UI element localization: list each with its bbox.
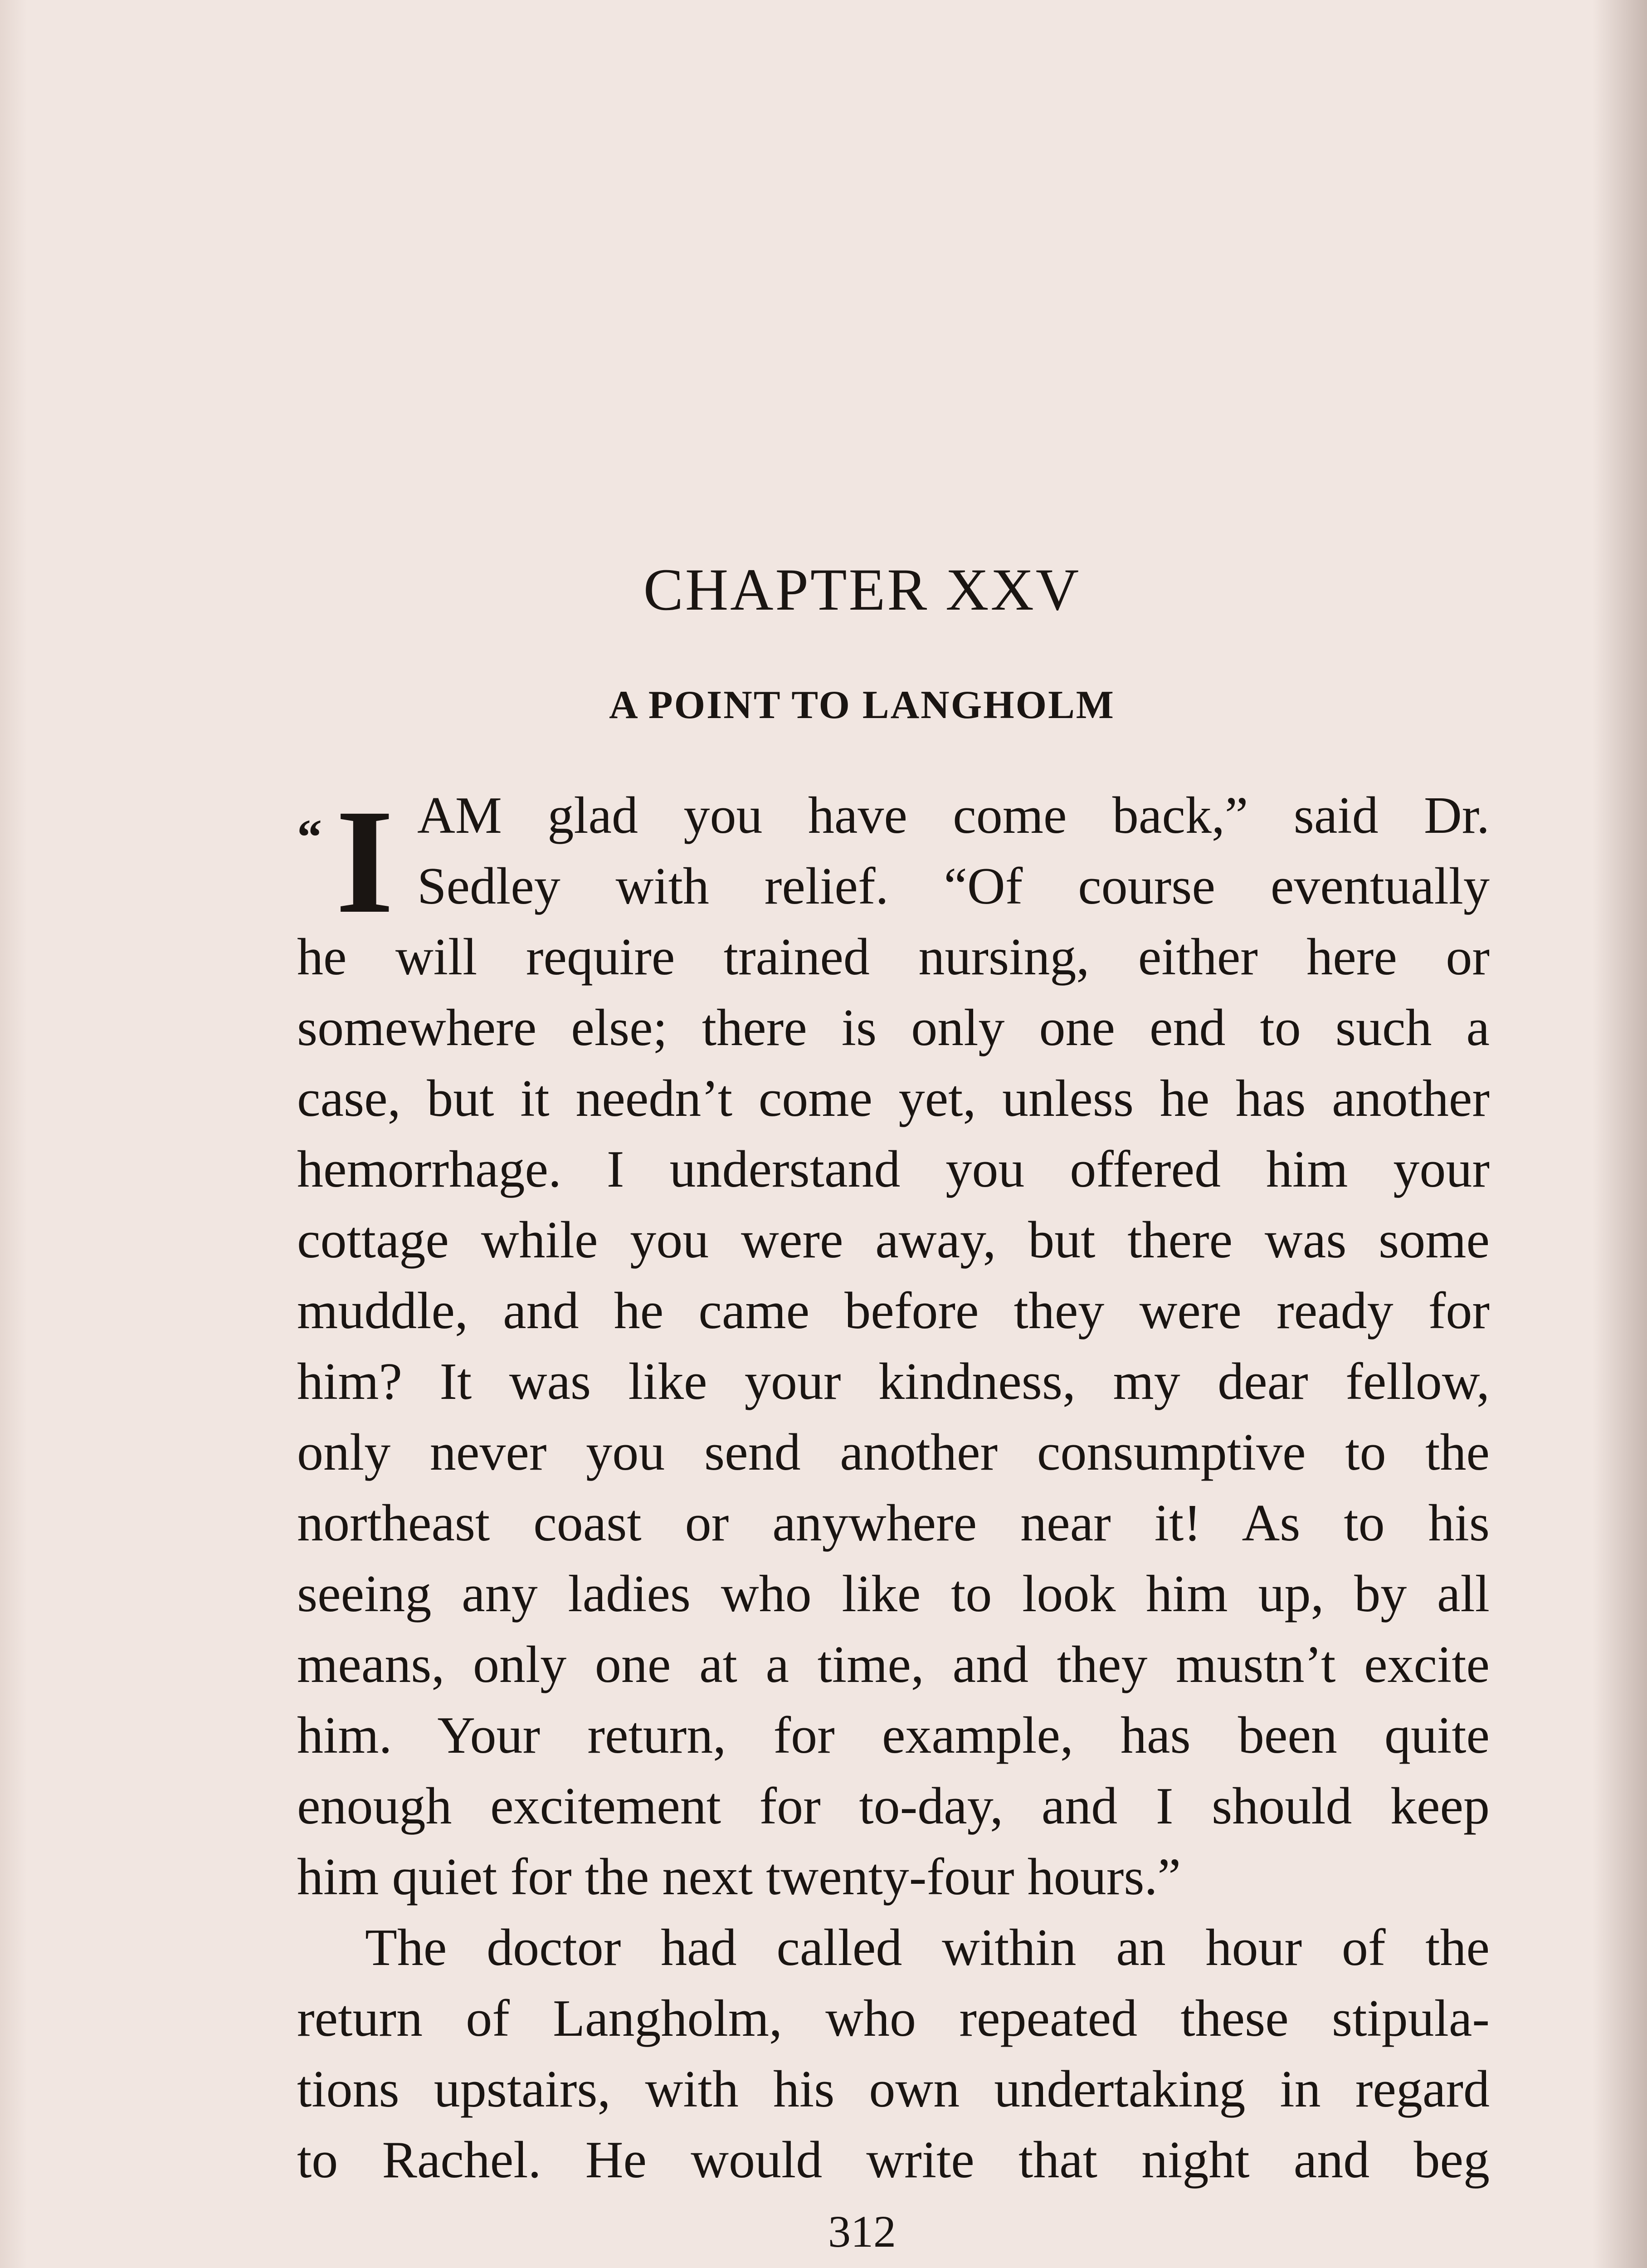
- text-line: means, only one at a time, and they mustn’t excite: [297, 1636, 1490, 1694]
- page-edge-shadow-left: [0, 0, 27, 2268]
- text-line: him? It was like your kindness, my dear fellow,: [297, 1353, 1490, 1411]
- text-line: AM glad you have come back,” said Dr.: [417, 787, 1490, 845]
- page-edge-shadow-right: [1593, 0, 1647, 2268]
- drop-cap: [297, 779, 415, 944]
- text-line: to Rachel. He would write that night and beg: [297, 2131, 1490, 2189]
- drop-cap-letter: I: [336, 779, 394, 944]
- text-line: seeing any ladies who like to look him up, by all: [297, 1565, 1490, 1623]
- text-line: somewhere else; there is only one end to such a: [297, 999, 1490, 1057]
- text-line: tions upstairs, with his own undertaking in regard: [297, 2060, 1490, 2118]
- text-line: him quiet for the next twenty-four hours.”: [297, 1848, 1181, 1906]
- text-line: The doctor had called within an hour of the: [365, 1919, 1490, 1977]
- paragraph-1: [297, 780, 1490, 1912]
- text-line: return of Langholm, who repeated these stipula-: [297, 1989, 1490, 2048]
- text-line: cottage while you were away, but there was some: [297, 1211, 1490, 1269]
- text-line: northeast coast or anywhere near it! As to his: [297, 1494, 1490, 1552]
- drop-cap-quote: “: [297, 809, 322, 865]
- text-line: Sedley with relief. “Of course eventually: [417, 857, 1490, 915]
- paragraph-2: [297, 1912, 1490, 2195]
- text-line: muddle, and he came before they were ready for: [297, 1282, 1490, 1340]
- text-line: him. Your return, for example, has been quite: [297, 1706, 1490, 1765]
- chapter-subtitle: A POINT TO LANGHOLM: [609, 683, 1115, 727]
- body-text: [297, 780, 1490, 2195]
- text-line: case, but it needn’t come yet, unless he has another: [297, 1070, 1490, 1128]
- text-line: hemorrhage. I understand you offered him your: [297, 1140, 1490, 1198]
- text-line: enough excitement for to-day, and I should keep: [297, 1777, 1490, 1835]
- chapter-title: CHAPTER XXV: [643, 556, 1081, 623]
- page-number: 312: [828, 2206, 896, 2257]
- text-line: he will require trained nursing, either here or: [297, 928, 1490, 986]
- text-line: only never you send another consumptive to the: [297, 1423, 1490, 1481]
